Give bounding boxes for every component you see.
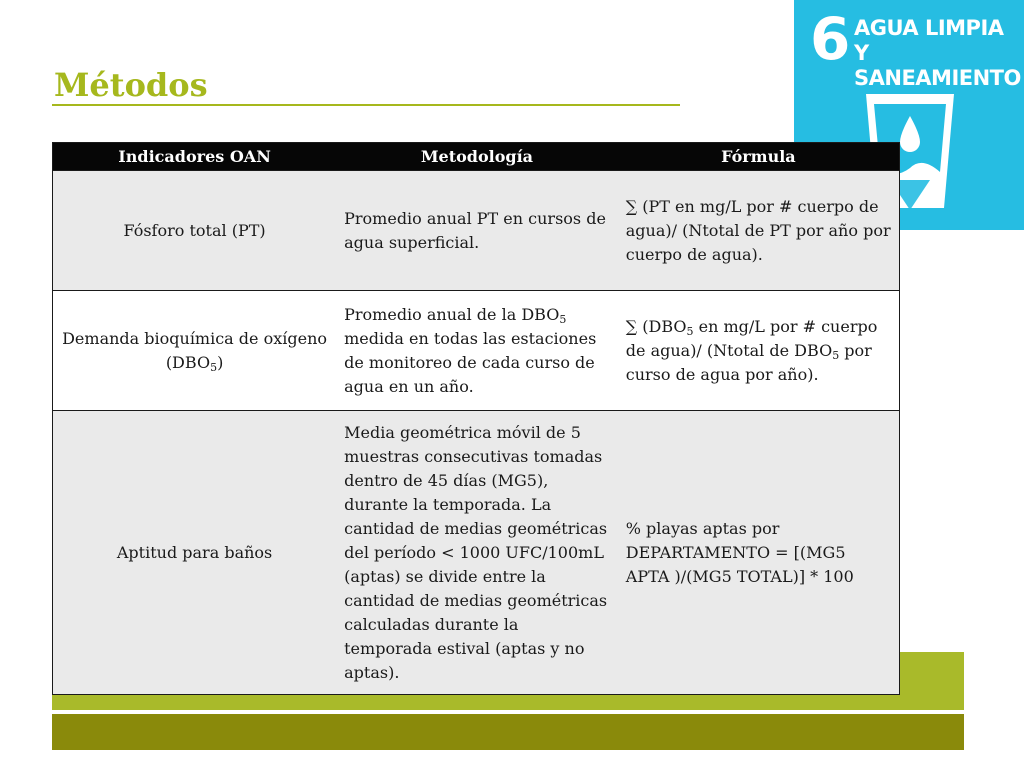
table-row: [53, 411, 900, 695]
methodology-text-end: medida en todas las estaciones de monitoreo de cada curso de agua en un año.: [344, 328, 597, 396]
sdg-number: 6: [810, 5, 851, 73]
header-methodology: Metodología: [336, 143, 618, 171]
title-underline: [52, 104, 680, 106]
formula-cell: % playas aptas por DEPARTAMENTO = [(MG5 APTA )/(MG5 TOTAL)] * 100: [618, 411, 900, 695]
methodology-text: Promedio anual de la DBO: [344, 304, 560, 324]
sdg-title-line-2: Y SANEAMIENTO: [854, 41, 1021, 90]
table-row: [53, 291, 900, 411]
formula-cell: [618, 291, 900, 411]
table-row: [53, 171, 900, 291]
subscript: 5: [210, 360, 218, 374]
sdg-title: [854, 16, 1024, 91]
indicator-cell: Fósforo total (PT): [53, 171, 337, 291]
indicator-text: Demanda bioquímica de oxígeno (DBO: [62, 328, 328, 372]
table-header-row: [53, 143, 900, 171]
formula-text-2: en mg/L por # cuerpo de agua)/ (Ntotal de DBO: [625, 316, 878, 360]
methodology-cell: Promedio anual PT en cursos de agua superficial.: [336, 171, 618, 291]
sdg-title-line-1: AGUA LIMPIA: [854, 16, 1004, 40]
header-indicators: Indicadores OAN: [53, 143, 337, 171]
header-formula: Fórmula: [618, 143, 900, 171]
subscript: 5: [686, 324, 694, 338]
formula-text-1: ∑ (DBO: [625, 316, 687, 336]
indicator-cell: [53, 291, 337, 411]
formula-cell: ∑ (PT en mg/L por # cuerpo de agua)/ (Ntotal de PT por año por cuerpo de agua).: [618, 171, 900, 291]
indicator-text-end: ): [217, 352, 224, 372]
methodology-cell: Media geométrica móvil de 5 muestras consecutivas tomadas dentro de 45 días (MG5), durante la temporada. La cantidad de medias geométricas del período < 1000 UFC/100mL (aptas) se divide entre la cantidad de medias geométricas calculadas durante la temporada estival (aptas y no aptas).: [336, 411, 618, 695]
formula-text-3: por curso de agua por año).: [625, 340, 872, 384]
footer-band-dark: [52, 714, 964, 750]
subscript: 5: [559, 312, 567, 326]
subscript: 5: [832, 348, 840, 362]
methodology-cell: [336, 291, 618, 411]
indicator-cell: Aptitud para baños: [53, 411, 337, 695]
page-title: Métodos: [54, 66, 208, 104]
methods-table: [52, 142, 900, 695]
